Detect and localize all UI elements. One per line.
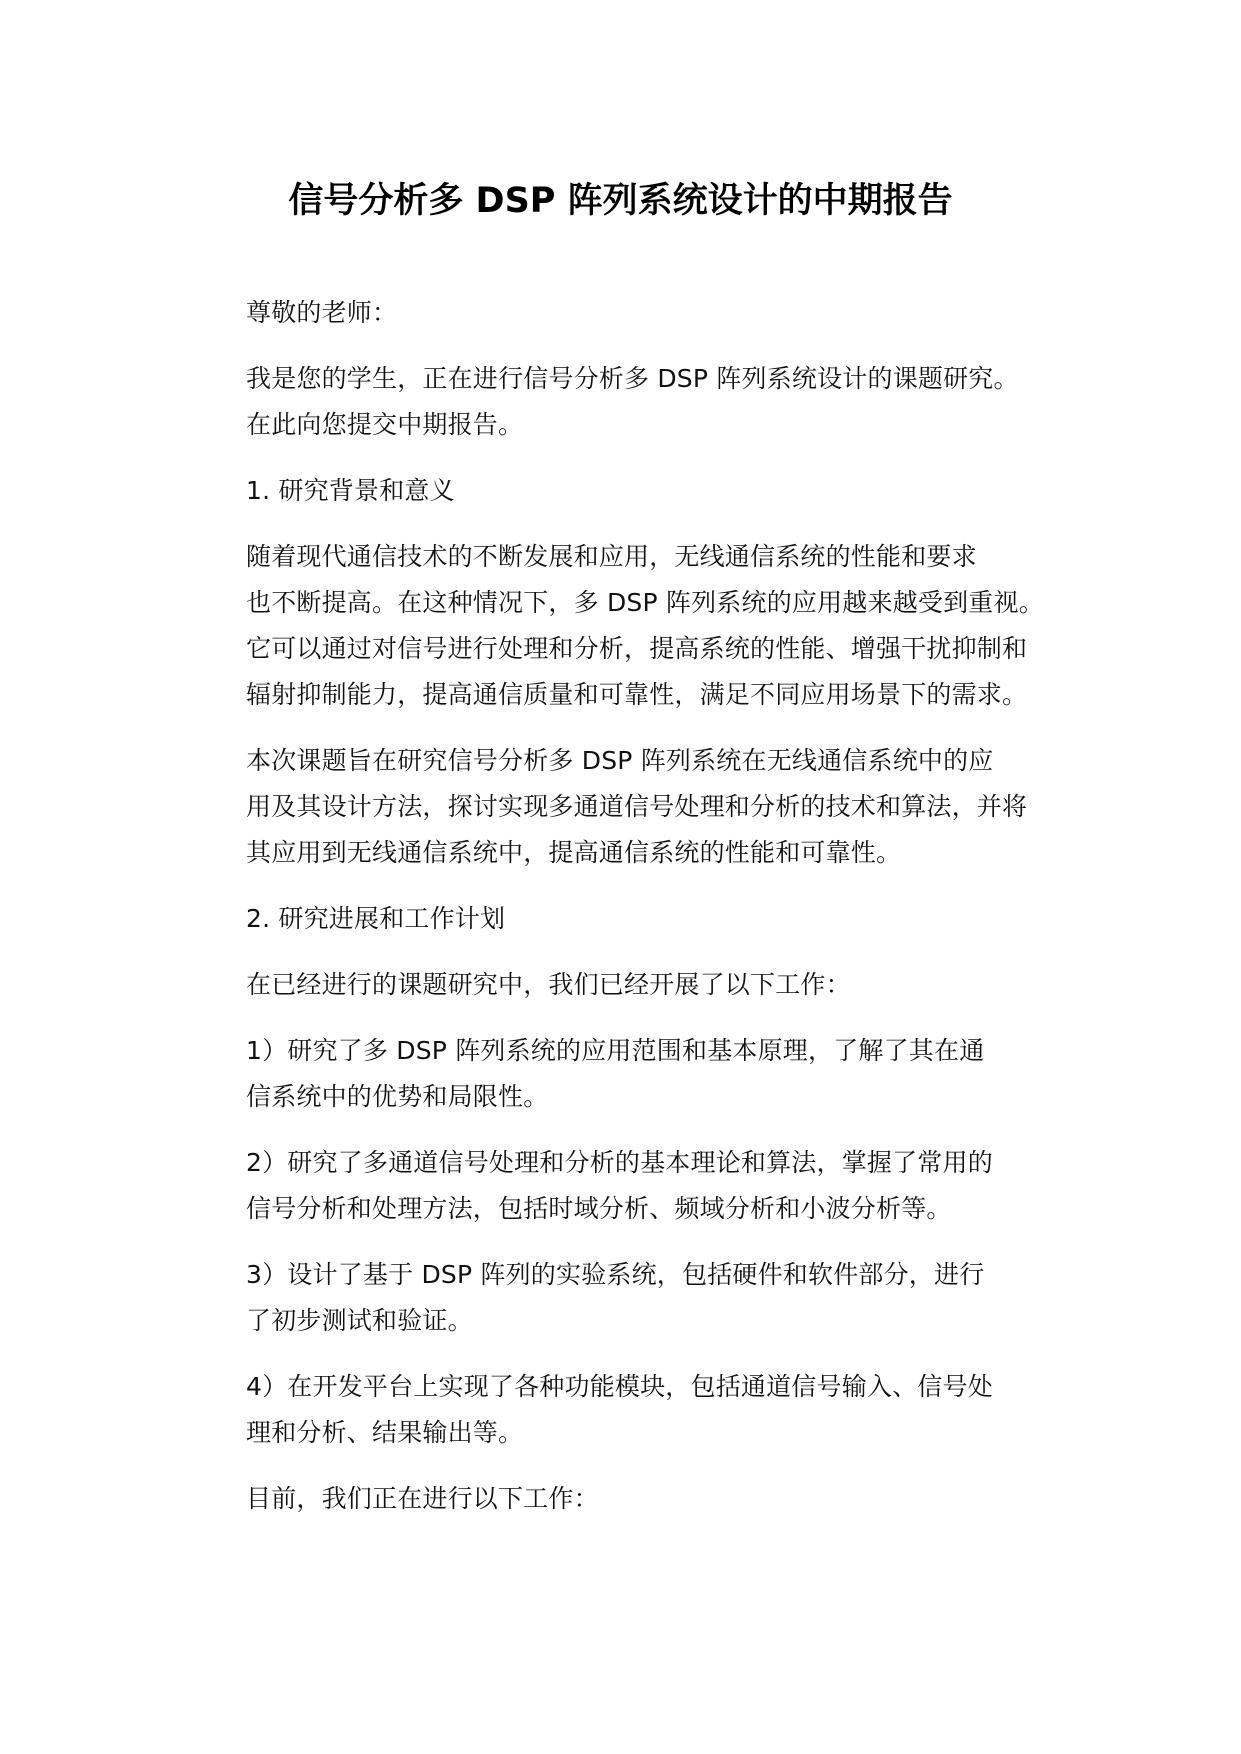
salutation-paragraph	[187, 290, 1067, 336]
document-body	[187, 290, 1067, 1542]
text-line: 信号分析和处理方法，包括时域分析、频域分析和小波分析等。	[246, 1194, 952, 1223]
text-line: 目前，我们正在进行以下工作：	[246, 1484, 599, 1513]
section-heading-progress	[187, 896, 1067, 942]
text-line: 它可以通过对信号进行处理和分析，提高系统的性能、增强干扰抑制和	[246, 634, 1028, 663]
text-line: 4）在开发平台上实现了各种功能模块，包括通道信号输入、信号处	[246, 1372, 993, 1401]
text-line: 3）设计了基于 DSP 阵列的实验系统，包括硬件和软件部分，进行	[246, 1260, 985, 1289]
objective-paragraph	[187, 738, 1067, 876]
section-heading-background	[187, 468, 1067, 514]
text-line: 也不断提高。在这种情况下，多 DSP 阵列系统的应用越来越受到重视。	[246, 588, 1044, 617]
progress-intro-paragraph	[187, 962, 1067, 1008]
text-line: 随着现代通信技术的不断发展和应用，无线通信系统的性能和要求	[246, 542, 977, 571]
current-work-paragraph	[187, 1476, 1067, 1522]
text-line: 2）研究了多通道信号处理和分析的基本理论和算法，掌握了常用的	[246, 1148, 993, 1177]
text-line: 1）研究了多 DSP 阵列系统的应用范围和基本原理，了解了其在通	[246, 1036, 985, 1065]
list-item-4	[187, 1364, 1067, 1456]
background-paragraph	[187, 534, 1067, 718]
text-line: 尊敬的老师：	[246, 298, 398, 327]
document-title: 信号分析多 DSP 阵列系统设计的中期报告	[288, 181, 953, 221]
text-line: 在此向您提交中期报告。	[246, 410, 524, 439]
text-line: 其应用到无线通信系统中，提高通信系统的性能和可靠性。	[246, 838, 902, 867]
text-line: 在已经进行的课题研究中，我们已经开展了以下工作：	[246, 970, 851, 999]
text-line: 辐射抑制能力，提高通信质量和可靠性，满足不同应用场景下的需求。	[246, 680, 1028, 709]
list-item-1	[187, 1028, 1067, 1120]
text-line: 用及其设计方法，探讨实现多通道信号处理和分析的技术和算法，并将	[246, 792, 1028, 821]
text-line: 我是您的学生，正在进行信号分析多 DSP 阵列系统设计的课题研究。	[246, 364, 1019, 393]
text-line: 理和分析、结果输出等。	[246, 1418, 524, 1447]
text-line: 1. 研究背景和意义	[246, 476, 455, 505]
text-line: 信系统中的优势和局限性。	[246, 1082, 549, 1111]
list-item-2	[187, 1140, 1067, 1232]
text-line: 了初步测试和验证。	[246, 1306, 473, 1335]
text-line: 本次课题旨在研究信号分析多 DSP 阵列系统在无线通信系统中的应	[246, 746, 994, 775]
intro-paragraph	[187, 356, 1067, 448]
list-item-3	[187, 1252, 1067, 1344]
text-line: 2. 研究进展和工作计划	[246, 904, 506, 933]
